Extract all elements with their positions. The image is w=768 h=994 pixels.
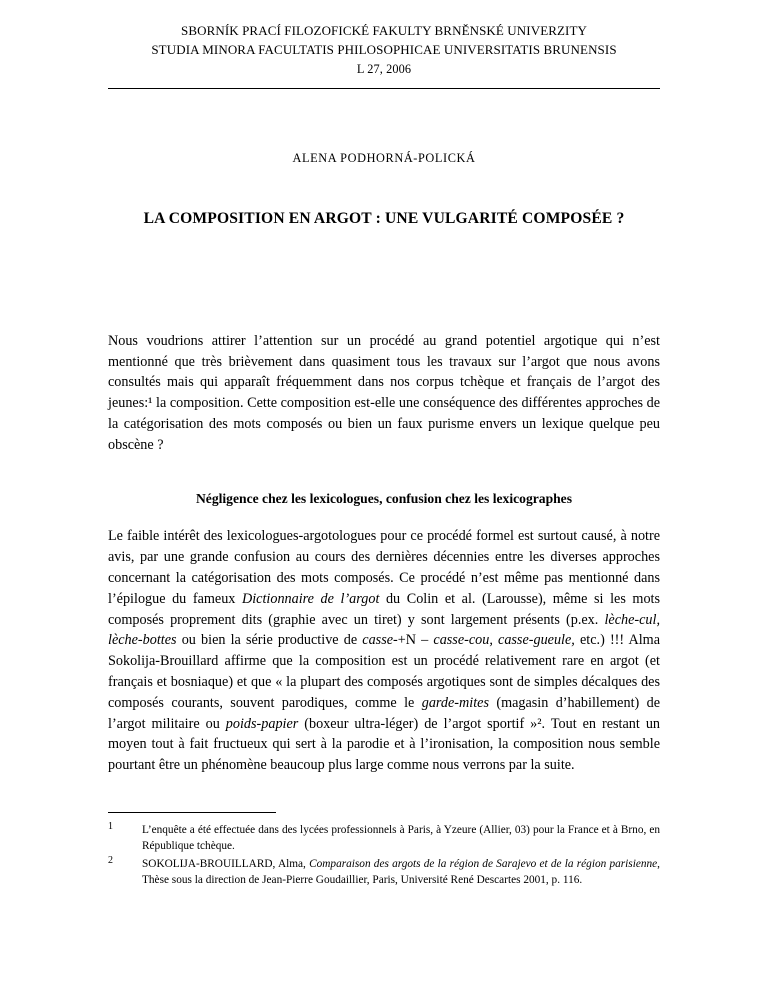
paragraph-two	[108, 526, 660, 776]
para2-italic3: casse-	[362, 632, 398, 649]
footnote-1	[108, 822, 660, 854]
footnote-divider	[108, 812, 276, 813]
footnote-area	[108, 812, 660, 890]
para2-italic5: garde-mites	[421, 694, 489, 711]
running-head-line-2: STUDIA MINORA FACULTATIS PHILOSOPHICAE UNIVERSITATIS BRUNENSIS	[151, 41, 617, 57]
para2-part2: du Colin et al. (Larousse), même si les mots composés proprement dits (graphie avec un tiret) y sont largement présents (p.ex.	[108, 590, 661, 628]
para2-part7: (boxeur ultra-léger) de l’argot sportif »²	[298, 715, 542, 732]
para2-italic1: Dictionnaire de l’argot	[241, 590, 380, 607]
section-heading: Négligence chez les lexicologues, confusion chez les lexicographes	[195, 490, 573, 506]
footnote-1-number: 1	[108, 821, 113, 832]
para2-part6: (magasin d’habillement) de l’argot militaire ou	[108, 694, 660, 732]
footnote-2	[108, 856, 660, 888]
para2-part3: ou bien la série productive de	[176, 632, 363, 649]
running-head	[108, 22, 660, 79]
para2-part5: etc.) !!! Alma Sokolija-Brouillard affirme que la composition est un procédé relativement rare en argot (et français et bosniaque) et que « la plupart des composés argotiques sont de simples décalques des composés courants, souvent parodiques, comme le	[108, 632, 661, 711]
footnote-2-suffix: , Thèse sous la direction de Jean-Pierre Goudaillier, Paris, Université René Descartes 2001, p. 116.	[142, 858, 660, 887]
footnote-2-number: 2	[108, 855, 113, 867]
footnote-1-text: L’enquête a été effectuée dans des lycées professionnels à Paris, à Yzeure (Allier, 03) pour la France et à Brno, en République tchèque.	[142, 824, 660, 853]
page-title: LA COMPOSITION EN ARGOT : UNE VULGARITÉ COMPOSÉE ?	[143, 209, 625, 227]
header-divider	[108, 88, 660, 89]
para2-italic2: lèche-cul, lèche-bottes	[108, 611, 660, 649]
running-head-line-1: SBORNÍK PRACÍ FILOZOFICKÉ FAKULTY BRNĚNSKÉ UNIVERZITY	[180, 23, 588, 38]
author-name: ALENA PODHORNÁ-POLICKÁ	[292, 150, 476, 165]
para2-part1: Le faible intérêt des lexicologues-argotologues pour ce procédé formel est surtout causé, à notre avis, par une grande confusion au cours des dernières décennies entre les diverses approches concernant la catégorisation des mots composés. Ce procédé n’est même pas mentionné dans l’épilogue du fameux	[108, 528, 660, 607]
footnote-2-title: Comparaison des argots de la région de Sarajevo et de la région parisienne	[309, 858, 658, 871]
running-head-volume: L 27, 2006	[356, 61, 412, 76]
para2-italic4: casse-cou, casse-gueule,	[433, 632, 575, 649]
article-body	[108, 331, 660, 776]
para2-part4: +N –	[397, 632, 434, 649]
footnote-2-text	[142, 856, 660, 888]
para2-italic6: poids-papier	[225, 715, 299, 732]
footnote-2-prefix: SOKOLIJA-BROUILLARD, Alma,	[142, 858, 310, 871]
para2-part8: . Tout en restant un moyen tout à fait fructueux qui sert à la parodie et à l’ironisation, la composition nous semble pourtant être un phénomène beaucoup plus large comme nous verrons par la suite.	[108, 715, 661, 774]
intro-paragraph: Nous voudrions attirer l’attention sur un procédé au grand potentiel argotique qui n’est mentionné que très brièvement dans quasiment tous les travaux sur l’argot que nous avons consultés mais qui apparaît fréquemment dans nos corpus tchèque et français de l’argot des jeunes:¹ la composition. Cette composition est-elle une conséquence des différentes approches de la catégorisation des mots composés ou bien un faux purisme envers un lexique quelque peu obscène ?	[108, 332, 660, 453]
